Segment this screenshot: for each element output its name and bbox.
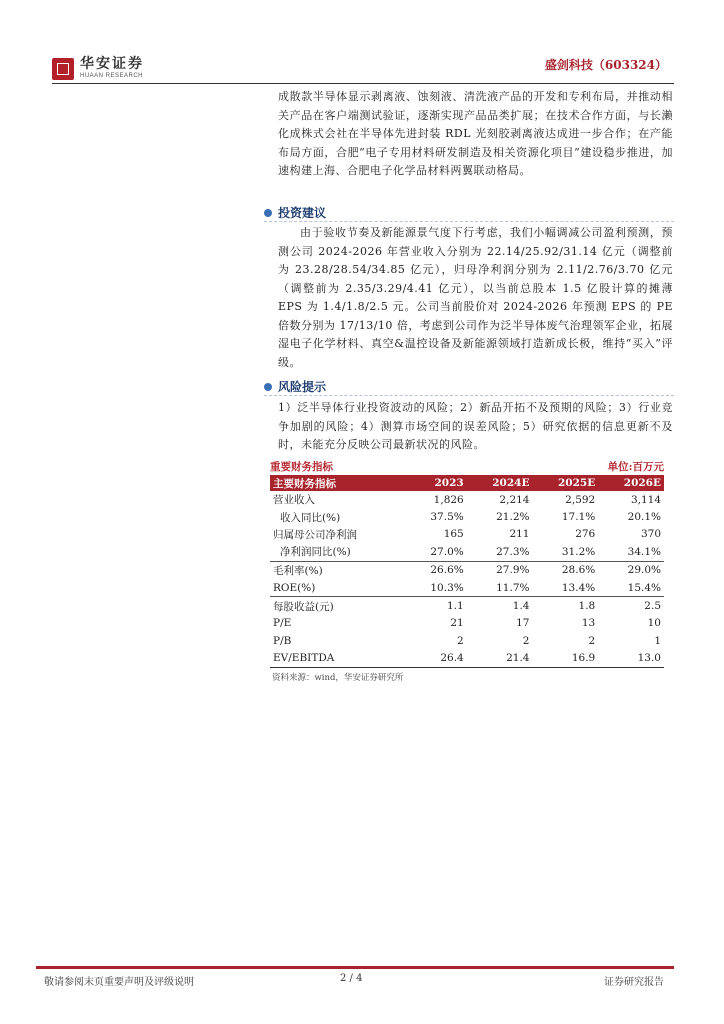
table-cell: 1: [654, 634, 661, 647]
table-title: 重要财务指标: [270, 461, 333, 473]
table-cell: 28.6%: [561, 564, 596, 577]
table-cell: 26.6%: [430, 564, 464, 577]
table-row: [270, 491, 664, 508]
header-divider: [52, 83, 674, 84]
row-label: 收入同比(%): [280, 511, 341, 524]
invest-title-text: 投资建议: [278, 206, 327, 220]
table-cell: 1,826: [433, 493, 464, 506]
table-cell: 370: [640, 528, 661, 541]
table-cell: 13: [581, 617, 596, 630]
risk-section-title: [264, 378, 326, 395]
table-cell: 37.5%: [430, 511, 464, 524]
table-cell: 27.3%: [467, 543, 533, 561]
table-row: [270, 543, 664, 561]
logo-chinese-name: 华安证券: [80, 56, 144, 72]
bullet-icon: [264, 383, 272, 391]
header-cell: 2024E: [467, 475, 533, 491]
table-cell: 21.2%: [496, 511, 530, 524]
table-cell: 1.1: [447, 600, 464, 613]
company-title: 盛剑科技（603324）: [544, 58, 667, 72]
footer-disclaimer: 敬请参阅末页重要声明及评级说明: [44, 977, 194, 988]
table-header-row: [270, 475, 664, 491]
table-cell: 1.4: [512, 600, 530, 613]
table-cell: 21.4: [467, 650, 533, 668]
table-cell: 20.1%: [627, 511, 661, 524]
table-cell: 29.0%: [627, 564, 661, 577]
table-cell: 2.5: [644, 600, 661, 613]
table-cell: 27.0%: [407, 543, 467, 561]
table-row: [270, 615, 664, 632]
footer-divider: [36, 966, 674, 969]
logo-english-name: HUAAN RESEARCH: [80, 73, 144, 79]
table-cell: 16.9: [532, 650, 598, 668]
table-cell: 2,592: [565, 493, 596, 506]
risk-title-text: 风险提示: [278, 380, 327, 394]
row-label: ROE(%): [270, 579, 407, 597]
brand-logo: [52, 57, 144, 80]
table-cell: 11.7%: [467, 579, 533, 597]
risk-paragraph: 1）泛半导体行业投资波动的风险；2）新品开拓不及预期的风险；3）行业竞争加剧的风险；4）测算市场空间的误差风险；5）研究依据的信息更新不及时，未能充分反映公司最新状况的风险。: [278, 401, 673, 451]
table-cell: 1.8: [578, 600, 596, 613]
table-row: [270, 597, 664, 615]
data-source-note: 资料来源：wind，华安证券研究所: [272, 673, 404, 683]
header-cell: 2023: [407, 475, 467, 491]
table-cell: 17.1%: [561, 511, 596, 524]
header-cell: 2025E: [532, 475, 598, 491]
table-cell: 21: [450, 617, 464, 630]
page-number: 2 / 4: [340, 973, 363, 984]
table-row: [270, 579, 664, 597]
financial-table: [270, 475, 664, 668]
row-label: 净利润同比(%): [270, 543, 407, 561]
table-cell: 10: [647, 617, 661, 630]
table-cell: 10.3%: [407, 579, 467, 597]
table-row: [270, 508, 664, 525]
table-row: [270, 526, 664, 543]
table-cell: 276: [575, 528, 596, 541]
table-row: [270, 561, 664, 579]
section-divider: [264, 221, 674, 222]
row-label: 毛利率(%): [273, 564, 323, 577]
table-caption: [270, 459, 664, 474]
table-cell: 2: [457, 634, 464, 647]
row-label: P/B: [273, 634, 292, 647]
header-cell: 2026E: [598, 475, 664, 491]
table-cell: 26.4: [407, 650, 467, 668]
table-cell: 15.4%: [598, 579, 664, 597]
table-row: [270, 632, 664, 649]
table-cell: 13.0: [598, 650, 664, 668]
row-label: 归属母公司净利润: [273, 528, 357, 541]
intro-paragraph: 成散款半导体显示剥离液、蚀刻液、清洗液产品的开发和专利布局，并推动相关产品在客户端测试验证，逐渐实现产品品类扩展；在技术合作方面，与长濑化成株式会社在半导体先进封装 RDL 光刻胶剥离液达成进一步合作；在产能布局方面，合肥“电子专用材料研发制造及相关资源化项目”建设稳步推进，加速构建上海、合肥电子化学品材料两翼联动格局。: [278, 90, 673, 177]
table-cell: 13.4%: [532, 579, 598, 597]
table-cell: 17: [516, 617, 530, 630]
header-cell: 主要财务指标: [270, 475, 407, 491]
row-label: EV/EBITDA: [270, 650, 407, 668]
bullet-icon: [264, 209, 272, 217]
section-divider: [264, 395, 674, 396]
table-unit: 单位:百万元: [607, 461, 664, 473]
row-label: 每股收益(元): [273, 600, 334, 613]
logo-seal-icon: [52, 58, 74, 80]
table-cell: 2: [522, 634, 530, 647]
table-cell: 27.9%: [496, 564, 530, 577]
table-cell: 34.1%: [598, 543, 664, 561]
invest-section-title: [264, 204, 326, 221]
table-cell: 2: [588, 634, 596, 647]
table-cell: 211: [509, 528, 530, 541]
table-cell: 2,214: [499, 493, 530, 506]
row-label: P/E: [273, 617, 292, 630]
table-cell: 165: [443, 528, 464, 541]
table-cell: 3,114: [630, 493, 661, 506]
table-cell: 31.2%: [532, 543, 598, 561]
invest-paragraph: 由于验收节奏及新能源景气度下行考虑，我们小幅调减公司盈利预测，预测公司 2024-2026 年营业收入分别为 22.14/25.92/31.14 亿元（调整前为 23.28/28.54/34.85 亿元），归母净利润分别为 2.11/2.76/3.70 亿元（调整前为 2.35/3.29/4.41 亿元），以当前总股本 1.5 亿股计算的摊薄 EPS 为 1.4/1.8/2.5 元。公司当前股价对 2024-2026 年预测 EPS 的 PE 倍数分别为 17/13/10 倍，考虑到公司作为泛半导体废气治理领军企业，拓展湿电子化学材料、真空&温控设备及新能源领域打造新成长极，维持“买入”评级。: [278, 226, 673, 369]
table-row: [270, 650, 664, 668]
footer-report-type: 证券研究报告: [604, 977, 664, 988]
row-label: 营业收入: [273, 494, 315, 507]
